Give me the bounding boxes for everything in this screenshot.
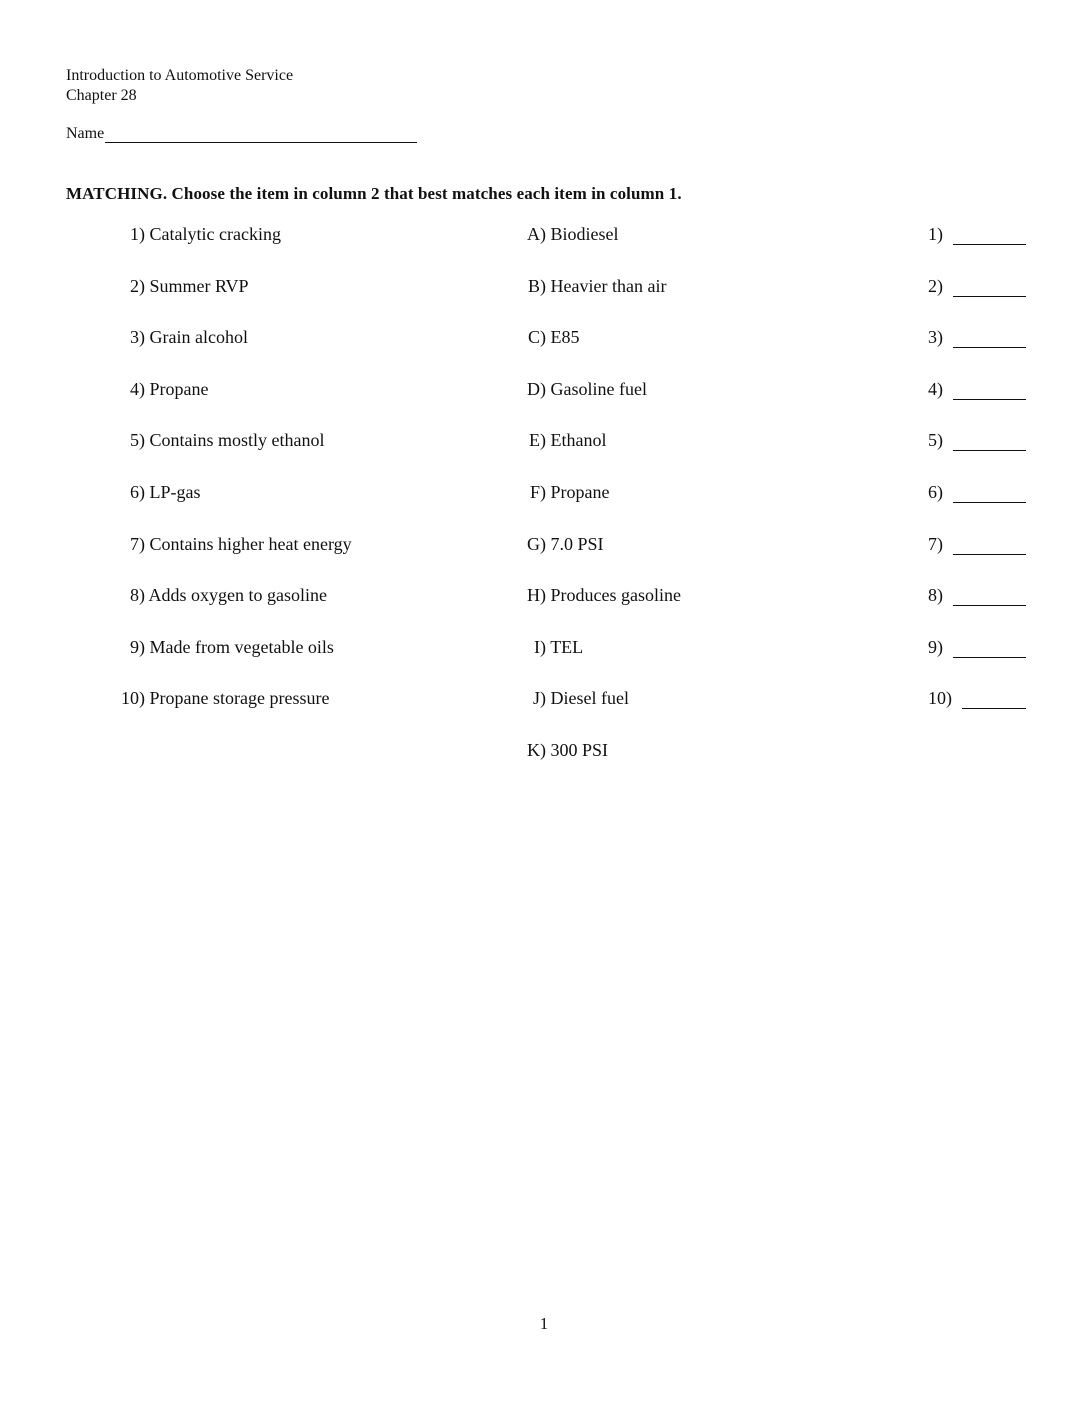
column1-text: Grain alcohol xyxy=(149,327,248,347)
column2-item xyxy=(470,480,609,504)
answer-slot xyxy=(928,428,1026,452)
answer-blank[interactable] xyxy=(953,587,1026,606)
name-row xyxy=(66,125,417,143)
column2-letter: A) xyxy=(527,224,546,244)
answer-slot xyxy=(928,480,1026,504)
answer-blank[interactable] xyxy=(953,536,1026,555)
column2-letter: F) xyxy=(529,482,546,502)
column1-item xyxy=(60,532,352,556)
column2-item xyxy=(470,377,647,401)
column2-text: Gasoline fuel xyxy=(550,379,647,399)
column2-text: Heavier than air xyxy=(550,276,667,296)
column1-number: 4) xyxy=(130,379,145,399)
answer-number: 10) xyxy=(928,688,952,708)
column2-text: Ethanol xyxy=(550,430,607,450)
column2-letter: J) xyxy=(533,688,546,708)
column2-letter: B) xyxy=(528,276,546,296)
column2-item xyxy=(470,686,629,710)
answer-number: 5) xyxy=(928,430,943,450)
answer-number: 4) xyxy=(928,379,943,399)
answer-blank[interactable] xyxy=(953,484,1026,503)
column2-text: Propane xyxy=(550,482,610,502)
column1-item xyxy=(60,686,347,710)
column1-number: 6) xyxy=(130,482,145,502)
answer-blank[interactable] xyxy=(962,690,1026,709)
column1-text: Made from vegetable oils xyxy=(149,637,334,657)
column1-item xyxy=(60,274,347,298)
answer-number: 6) xyxy=(928,482,943,502)
column2-text: Produces gasoline xyxy=(550,585,681,605)
column2-item xyxy=(470,532,604,556)
column1-number: 2) xyxy=(130,276,145,296)
matching-row xyxy=(0,274,1088,298)
answer-number: 9) xyxy=(928,637,943,657)
column2-text: 300 PSI xyxy=(550,740,609,760)
answer-number: 7) xyxy=(928,534,943,554)
column2-item xyxy=(470,428,607,452)
matching-row xyxy=(0,222,1088,246)
answer-blank[interactable] xyxy=(953,278,1026,297)
answer-number: 1) xyxy=(928,224,943,244)
course-title: Introduction to Automotive Service xyxy=(66,67,294,84)
column2-item xyxy=(470,325,580,349)
column1-item xyxy=(60,222,347,246)
column1-number: 5) xyxy=(130,430,145,450)
matching-row xyxy=(0,532,1088,556)
answer-blank[interactable] xyxy=(953,432,1026,451)
column2-text: Diesel fuel xyxy=(550,688,629,708)
column1-text: Adds oxygen to gasoline xyxy=(148,585,327,605)
matching-row xyxy=(0,583,1088,607)
column2-letter: G) xyxy=(527,534,546,554)
answer-number: 8) xyxy=(928,585,943,605)
column2-item xyxy=(470,738,608,762)
matching-row xyxy=(0,738,1088,762)
matching-row xyxy=(0,325,1088,349)
matching-row xyxy=(0,686,1088,710)
name-label: Name xyxy=(66,125,105,142)
column2-text: Biodiesel xyxy=(550,224,619,244)
column1-number: 3) xyxy=(130,327,145,347)
matching-row xyxy=(0,377,1088,401)
column2-letter: C) xyxy=(528,327,546,347)
column1-number: 10) xyxy=(121,688,145,708)
column1-text: Contains higher heat energy xyxy=(149,534,352,554)
answer-slot xyxy=(928,686,1026,710)
column2-letter: H) xyxy=(527,585,546,605)
column1-text: LP-gas xyxy=(149,482,201,502)
column1-number: 8) xyxy=(130,585,145,605)
answer-slot xyxy=(928,377,1026,401)
column1-item xyxy=(60,428,347,452)
instructions: MATCHING. Choose the item in column 2 that best matches each item in column 1. xyxy=(66,184,682,203)
column1-text: Catalytic cracking xyxy=(149,224,281,244)
answer-slot xyxy=(928,325,1026,349)
answer-slot xyxy=(928,583,1026,607)
column1-number: 9) xyxy=(130,637,145,657)
answer-blank[interactable] xyxy=(953,329,1026,348)
column2-text: 7.0 PSI xyxy=(550,534,604,554)
column2-item xyxy=(470,274,666,298)
answer-blank[interactable] xyxy=(953,381,1026,400)
answer-slot xyxy=(928,274,1026,298)
column1-text: Propane xyxy=(149,379,209,399)
column1-text: Summer RVP xyxy=(149,276,249,296)
answer-blank[interactable] xyxy=(953,639,1026,658)
column2-letter: E) xyxy=(529,430,546,450)
column1-item xyxy=(60,377,347,401)
column1-number: 7) xyxy=(130,534,145,554)
column1-item xyxy=(60,635,347,659)
column2-text: TEL xyxy=(550,637,584,657)
answer-slot xyxy=(928,222,1026,246)
column2-item xyxy=(470,583,681,607)
answer-number: 2) xyxy=(928,276,943,296)
answer-blank[interactable] xyxy=(953,226,1026,245)
column1-item xyxy=(60,480,347,504)
answer-number: 3) xyxy=(928,327,943,347)
column2-letter: K) xyxy=(527,740,546,760)
column1-item xyxy=(60,583,347,607)
answer-slot xyxy=(928,532,1026,556)
name-field[interactable] xyxy=(105,126,417,143)
matching-row xyxy=(0,480,1088,504)
chapter-title: Chapter 28 xyxy=(66,87,137,104)
column2-letter: D) xyxy=(527,379,546,399)
matching-row xyxy=(0,635,1088,659)
column2-text: E85 xyxy=(550,327,580,347)
page-number: 1 xyxy=(539,1314,549,1333)
answer-slot xyxy=(928,635,1026,659)
column1-text: Contains mostly ethanol xyxy=(149,430,325,450)
column2-item xyxy=(470,635,583,659)
column1-text: Propane storage pressure xyxy=(149,688,330,708)
matching-row xyxy=(0,428,1088,452)
column1-number: 1) xyxy=(130,224,145,244)
column1-item xyxy=(60,325,347,349)
column2-letter: I) xyxy=(534,637,546,657)
column2-item xyxy=(470,222,619,246)
